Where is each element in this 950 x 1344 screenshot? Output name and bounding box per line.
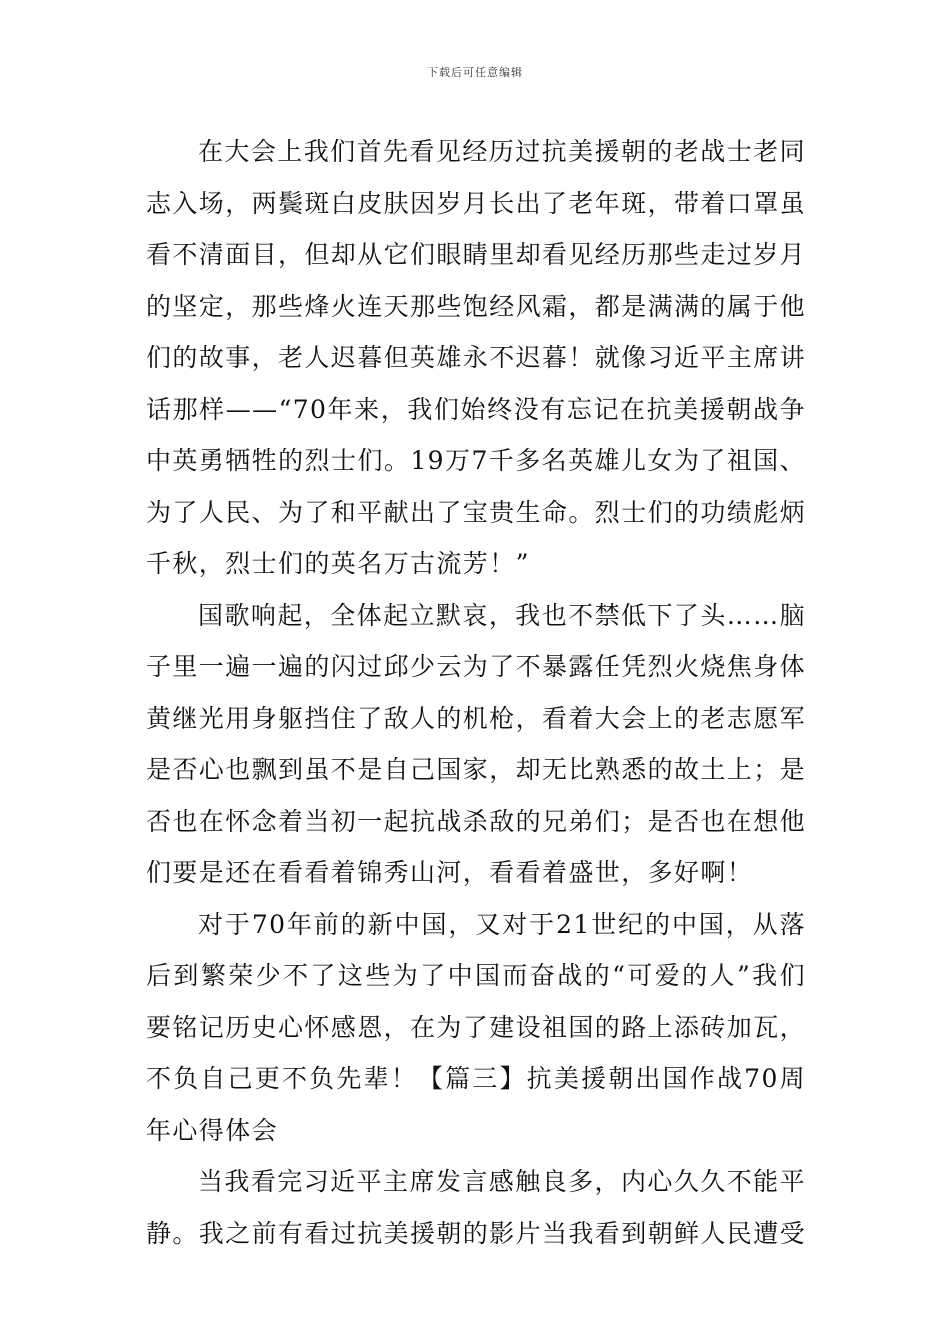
- paragraph-2: 国歌响起，全体起立默哀，我也不禁低下了头……脑子里一遍一遍的闪过邱少云为了不暴露任凭烈火烧焦身体黄继光用身躯挡住了敌人的机枪，看着大会上的老志愿军是否心也飘到虽不是自己国家，却无比熟悉的故土上；是否也在怀念着当初一起抗战杀敌的兄弟们；是否也在想他们要是还在看看着锦秀山河，看看着盛世，多好啊！: [146, 600, 807, 887]
- paragraph-4: 当我看完习近平主席发言感触良多，内心久久不能平静。我之前有看过抗美援朝的影片当我看到朝鲜人民遭受: [146, 1167, 807, 1248]
- page-header: 下载后可任意编辑: [427, 66, 523, 79]
- paragraph-3: 对于70年前的新中国，又对于21世纪的中国，从落后到繁荣少不了这些为了中国而奋战的“可爱的人”我们要铭记历史心怀感恩，在为了建设祖国的路上添砖加瓦，不负自己更不负先辈！【篇三】抗美援朝出国作战70周年心得体会: [146, 909, 807, 1145]
- document-body: [146, 126, 806, 1259]
- paragraph-1: 在大会上我们首先看见经历过抗美援朝的老战士老同志入场，两鬓斑白皮肤因岁月长出了老年斑，带着口罩虽看不清面目，但却从它们眼睛里却看见经历那些走过岁月的坚定，那些烽火连天那些饱经风霜，都是满满的属于他们的故事，老人迟暮但英雄永不迟暮！就像习近平主席讲话那样——“70年来，我们始终没有忘记在抗美援朝战争中英勇牺牲的烈士们。19万7千多名英雄儿女为了祖国、为了人民、为了和平献出了宝贵生命。烈士们的功绩彪炳千秋，烈士们的英名万古流芳！”: [146, 137, 807, 578]
